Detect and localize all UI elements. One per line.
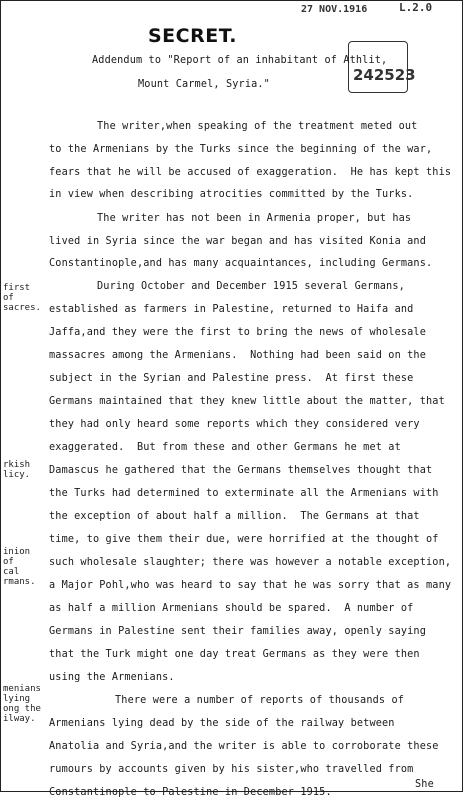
body-line: fears that he will be accused of exaggeration. He has kept this bbox=[49, 167, 452, 178]
body-line: in view when describing atrocities committed by the Turks. bbox=[49, 189, 414, 200]
body-line: as half a million Armenians should be spared. A number of bbox=[49, 603, 414, 614]
body-line: established as farmers in Palestine, returned to Haifa and bbox=[49, 304, 414, 315]
registry-number: 242523 bbox=[353, 66, 416, 84]
body-line: lived in Syria since the war began and has visited Konia and bbox=[49, 236, 427, 247]
margin-note-first-of-massacres: first of sacres. bbox=[3, 283, 41, 313]
body-line: exaggerated. But from these and other Germans he met at bbox=[49, 442, 401, 453]
body-line: The writer,when speaking of the treatment meted out bbox=[97, 121, 418, 132]
body-line: The writer has not been in Armenia proper, but has bbox=[97, 213, 412, 224]
received-date-stamp: 27 NOV.1916 bbox=[301, 4, 368, 15]
secret-classification-mark: SECRET. bbox=[148, 25, 238, 47]
registry-stamp-top: L.2.0 bbox=[399, 1, 433, 14]
body-line: they had only heard some reports which they considered very bbox=[49, 419, 420, 430]
body-line: Damascus he gathered that the Germans themselves thought that bbox=[49, 465, 433, 476]
body-line: such wholesale slaughter; there was however a notable exception, bbox=[49, 557, 452, 568]
body-line: to the Armenians by the Turks since the beginning of the war, bbox=[49, 144, 433, 155]
margin-note-opinion-of-local-germans: inion of cal rmans. bbox=[3, 547, 36, 587]
body-line: Germans maintained that they knew little about the matter, that bbox=[49, 396, 445, 407]
body-line: subject in the Syrian and Palestine press. At first these bbox=[49, 373, 414, 384]
body-line: During October and December 1915 several Germans, bbox=[97, 281, 405, 292]
body-line: the Turks had determined to exterminate all the Armenians with bbox=[49, 488, 439, 499]
body-line: Germans in Palestine sent their families away, openly saying bbox=[49, 626, 427, 637]
catchword: She bbox=[415, 779, 434, 790]
body-line: Constantinople,and has many acquaintances, including Germans. bbox=[49, 258, 433, 269]
body-line: Jaffa,and they were the first to bring the news of wholesale bbox=[49, 327, 427, 338]
body-line: a Major Pohl,who was heard to say that he was sorry that as many bbox=[49, 580, 452, 591]
document-title-line-1: Addendum to "Report of an inhabitant of Athlit, bbox=[92, 55, 388, 66]
body-line: Constantinople to Palestine in December 1915. bbox=[49, 787, 332, 798]
body-line: the exception of about half a million. The Germans at that bbox=[49, 511, 420, 522]
document-title-line-2: Mount Carmel, Syria." bbox=[138, 79, 270, 90]
margin-note-turkish-policy: rkish licy. bbox=[3, 460, 31, 480]
body-line: time, to give them their due, were horrified at the thought of bbox=[49, 534, 439, 545]
body-line: that the Turk might one day treat Germans as they were then bbox=[49, 649, 420, 660]
margin-note-armenians-lying-along-railway: menians lying ong the ilway. bbox=[3, 684, 41, 724]
body-line: Armenians lying dead by the side of the railway between bbox=[49, 718, 395, 729]
body-line: There were a number of reports of thousands of bbox=[115, 695, 405, 706]
body-line: massacres among the Armenians. Nothing had been said on the bbox=[49, 350, 427, 361]
body-line: Anatolia and Syria,and the writer is able to corroborate these bbox=[49, 741, 439, 752]
body-line: using the Armenians. bbox=[49, 672, 175, 683]
body-line: rumours by accounts given by his sister,who travelled from bbox=[49, 764, 414, 775]
